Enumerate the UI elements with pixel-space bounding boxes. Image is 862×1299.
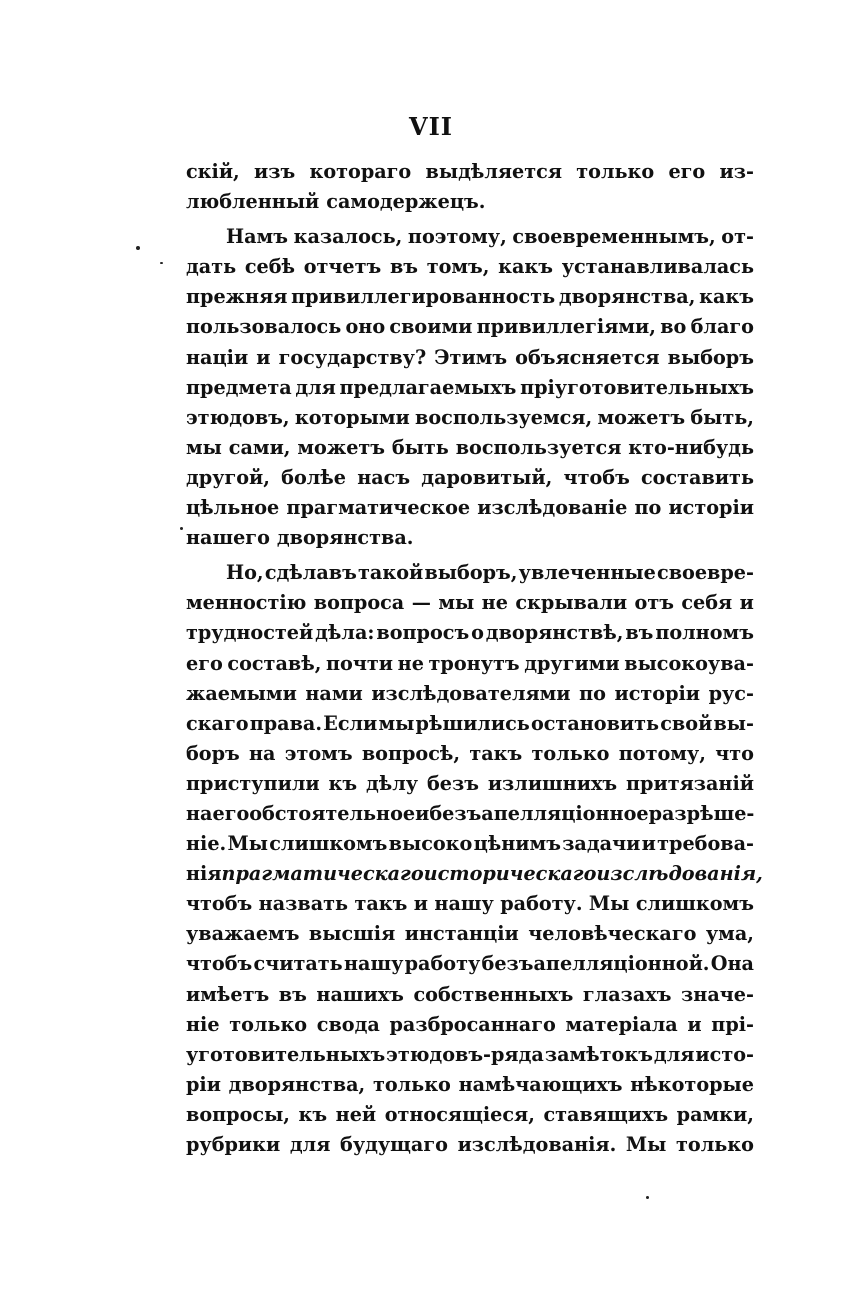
text-line: Намъ казалось, поэтому, своевременнымъ, от- [226,225,754,249]
text-line: прежняя привиллегированность дворянства, какъ [186,285,754,309]
scan-speck [160,262,163,264]
text-line: ніе. Мы слишкомъ высоко цѣнимъ задачи и требова- [186,832,754,856]
scan-speck [646,1196,649,1199]
text-line: менностію вопроса — мы не скрывали отъ себя и [186,591,754,615]
text-line: ріи дворянства, только намѣчающихъ нѣкоторые [186,1072,754,1096]
text-line: уважаемъ высшія инстанціи человѣческаго ума, [186,922,754,946]
text-line: ніе только свода разбросаннаго матеріала и прі- [186,1012,754,1036]
body-text [186,157,763,1160]
text-line: его составѣ, почти не тронутъ другими высокоува- [186,651,754,675]
text-line: имѣетъ въ нашихъ собственныхъ глазахъ значе- [186,982,754,1006]
text-line: другой, болѣе насъ даровитый, чтобъ составить [186,465,754,489]
scan-speck [180,527,183,530]
text-line: жаемыми нами изслѣдователями по исторіи рус- [186,681,754,705]
text-line: скаго права. Если мы рѣшились остановить свой вы- [186,711,754,735]
text-line: пользовалось оно своими привиллегіями, во благо [186,315,754,339]
text-line: нашего дворянства. [186,526,414,550]
paragraph [186,157,754,217]
text-line: предмета для предлагаемыхъ пріуготовительныхъ [186,375,754,399]
page-number: VII [408,112,454,141]
text-line: рубрики для будущаго изслѣдованія. Мы только [186,1133,754,1156]
scan-speck [136,246,140,250]
text-line: нія прагматическаго историческаго изслѣдованія, [186,862,763,886]
paragraph [186,222,754,553]
text-line: мы сами, можетъ быть воспользуется кто-нибудь [186,435,754,459]
text-line: боръ на этомъ вопросѣ, такъ только потому, что [186,741,754,765]
text-line: дать себѣ отчетъ въ томъ, какъ устанавливалась [186,255,754,279]
text-line: націи и государству? Этимъ объясняется выборъ [186,345,754,369]
text-line: цѣльное прагматическое изслѣдованіе по исторіи [186,496,754,520]
text-line: чтобъ назвать такъ и нашу работу. Мы слишкомъ [186,892,754,916]
text-line: на его обстоятельное и безъапелляціонное разрѣше- [186,801,755,825]
text-line: Но, сдѣлавъ такой выборъ, увлеченные своевре- [226,561,754,585]
text-line: любленный самодержецъ. [186,190,486,214]
text-line: этюдовъ, которыми воспользуемся, можетъ быть, [186,405,754,429]
text-line: чтобъ считать нашу работу безъапелляціонной. Она [186,952,754,976]
text-line: скій, изъ котораго выдѣляется только его из- [186,160,754,183]
text-line: трудностей дѣла: вопросъ о дворянствѣ, въ полномъ [186,621,754,645]
text-line: приступили къ дѣлу безъ излишнихъ притязаній [186,771,754,795]
paragraph [186,558,763,1160]
text-line: вопросы, къ ней относящіеся, ставящихъ рамки, [186,1102,754,1126]
text-line: уготовительныхъ этюдовъ-ряда замѣтокъ для исто- [186,1042,754,1066]
